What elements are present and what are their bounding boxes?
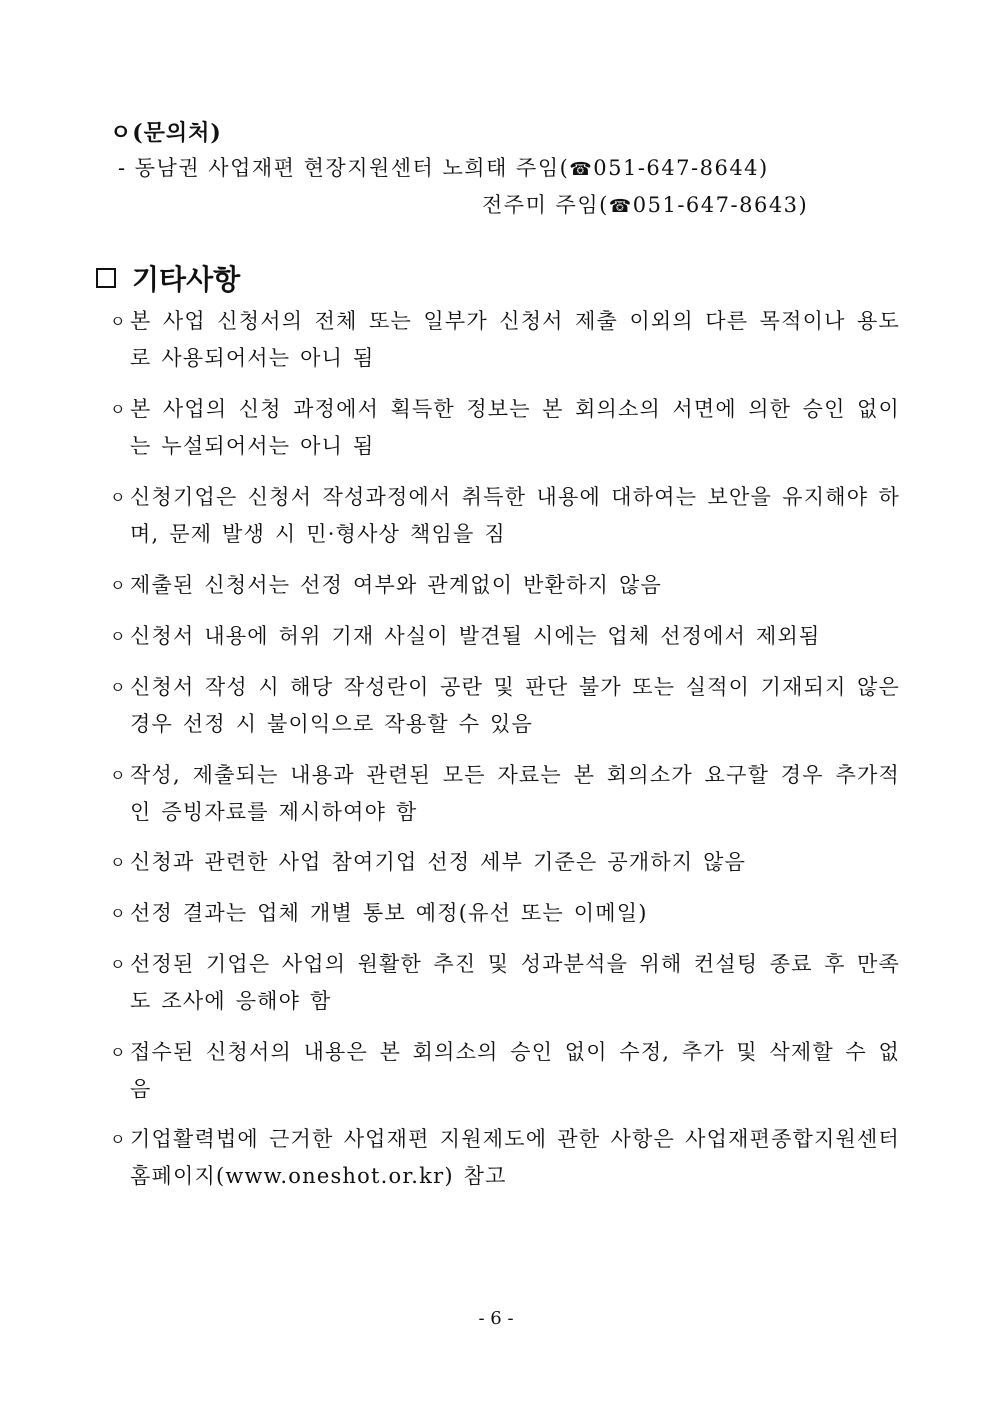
- list-item-text: 신청기업은 신청서 작성과정에서 취득한 내용에 대하여는 보안을 유지해야 하며, 문제 발생 시 민·형사상 책임을 짐: [130, 485, 900, 546]
- list-item: [110, 479, 900, 553]
- list-item-text: 신청서 내용에 허위 기재 사실이 발견될 시에는 업체 선정에서 제외됨: [130, 624, 821, 648]
- list-item: [110, 618, 900, 655]
- list-item: [110, 669, 900, 743]
- bullet-icon: ㅇ: [110, 955, 126, 974]
- inquiry-contact-2-text: 전주미 주임(: [482, 193, 609, 217]
- bullet-icon: ㅇ: [110, 627, 126, 646]
- list-item-text: 신청서 작성 시 해당 작성란이 공란 및 판단 불가 또는 실적이 기재되지 않은 경우 선정 시 불이익으로 작용할 수 있음: [130, 675, 900, 736]
- inquiry-contact-2: [482, 189, 808, 219]
- bullet-icon: ㅇ: [110, 576, 126, 595]
- inquiry-contact-2-phone: 051-647-8643): [632, 193, 809, 217]
- bullet-icon: ㅇ: [110, 853, 126, 872]
- bullet-icon: ㅇ: [110, 904, 126, 923]
- list-item: [110, 895, 900, 932]
- bullet-icon: ㅇ: [110, 488, 126, 507]
- inquiry-contact-1-text: - 동남권 사업재편 현장지원센터 노희태 주임(: [118, 156, 570, 180]
- section-title: 기타사항: [132, 263, 241, 296]
- list-item-text: 본 사업의 신청 과정에서 획득한 정보는 본 회의소의 서면에 의한 승인 없이는 누설되어서는 아니 됨: [130, 397, 900, 458]
- list-item-text: 제출된 신청서는 선정 여부와 관계없이 반환하지 않음: [130, 573, 662, 597]
- list-item-text: 기업활력법에 근거한 사업재편 지원제도에 관한 사항은 사업재편종합지원센터 홈페이지(www.oneshot.or.kr) 참고: [130, 1127, 900, 1188]
- list-item: [110, 567, 900, 604]
- list-item: [110, 303, 900, 377]
- list-item: [110, 757, 900, 831]
- checkbox-square-icon: [96, 268, 116, 288]
- telephone-icon: ☎: [608, 196, 633, 217]
- list-item-text: 선정된 기업은 사업의 원활한 추진 및 성과분석을 위해 컨설팅 종료 후 만족도 조사에 응해야 함: [130, 952, 900, 1013]
- list-item: [110, 946, 900, 1020]
- inquiry-contact-1: [118, 152, 769, 182]
- bullet-icon: ㅇ: [110, 312, 126, 331]
- inquiry-heading: ㅇ(문의처): [110, 120, 222, 146]
- bullet-icon: ㅇ: [110, 678, 126, 697]
- list-item: [110, 1121, 900, 1195]
- list-item-text: 작성, 제출되는 내용과 관련된 모든 자료는 본 회의소가 요구할 경우 추가적인 증빙자료를 제시하여야 함: [130, 763, 900, 824]
- bullet-icon: ㅇ: [110, 400, 126, 419]
- bullet-icon: ㅇ: [110, 1130, 126, 1149]
- list-item-text: 본 사업 신청서의 전체 또는 일부가 신청서 제출 이외의 다른 목적이나 용도로 사용되어서는 아니 됨: [130, 309, 900, 370]
- telephone-icon: ☎: [569, 159, 594, 180]
- bullet-icon: ㅇ: [110, 766, 126, 785]
- list-item-text: 신청과 관련한 사업 참여기업 선정 세부 기준은 공개하지 않음: [130, 850, 747, 874]
- list-item-text: 선정 결과는 업체 개별 통보 예정(유선 또는 이메일): [130, 901, 648, 925]
- inquiry-contact-1-phone: 051-647-8644): [593, 156, 769, 180]
- list-item: [110, 844, 900, 881]
- bullet-icon: ㅇ: [110, 1043, 126, 1062]
- list-item: [110, 391, 900, 465]
- list-item: [110, 1034, 900, 1108]
- page-number: - 6 -: [478, 1308, 514, 1329]
- section-heading: [96, 258, 240, 298]
- list-item-text: 접수된 신청서의 내용은 본 회의소의 승인 없이 수정, 추가 및 삭제할 수 없음: [130, 1040, 900, 1101]
